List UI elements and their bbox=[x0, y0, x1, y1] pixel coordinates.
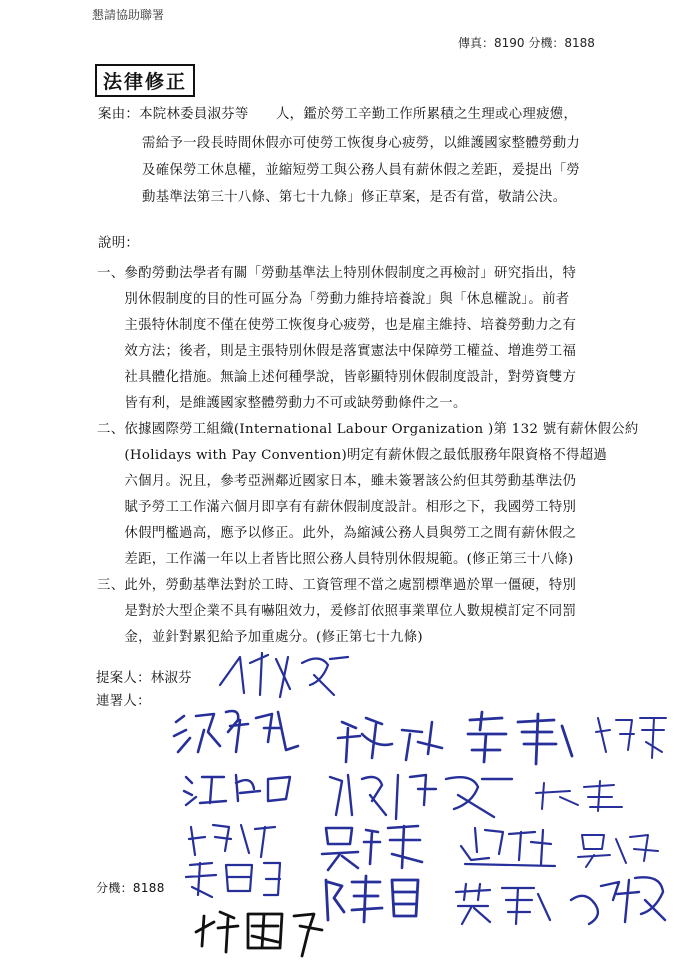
header-top-left: 懇請協助聯署 bbox=[92, 8, 165, 22]
document-title: 法律修正 bbox=[95, 64, 195, 97]
header-fax-extension: 傳真：8190 分機：8188 bbox=[458, 36, 595, 50]
motion-line: 動基準法第三十八條、第七十九條」修正草案，是否有當，敬請公決。 bbox=[142, 190, 567, 205]
signature-4-icon bbox=[592, 708, 674, 762]
signature-5-icon bbox=[180, 765, 300, 811]
point-2-line: 休假門檻過高，應予以修正。此外，為縮減公務人員與勞工之間有薪休假之 bbox=[97, 526, 577, 541]
signature-1-icon bbox=[168, 702, 313, 758]
signature-proposer-icon bbox=[210, 645, 360, 705]
signature-3-icon bbox=[462, 706, 582, 766]
motion-line: 案由：本院林委員淑芬等 人，鑑於勞工辛勤工作所累積之生理或心理疲憊， bbox=[98, 107, 578, 122]
proposer-label: 提案人：林淑芬 bbox=[96, 671, 192, 686]
signature-12-icon bbox=[182, 855, 292, 901]
signature-15-icon bbox=[565, 870, 670, 930]
motion-line: 及確保勞工休息權，並縮短勞工與公務人員有薪休假之差距，爰提出「勞 bbox=[142, 163, 581, 178]
point-1-line: 效方法；後者，則是主張特別休假是落實憲法中保障勞工權益、增進勞工福 bbox=[97, 344, 577, 359]
point-2-line: 六個月。況且，參考亞洲鄰近國家日本，雖未簽署該公約但其勞動基準法仍 bbox=[97, 474, 577, 489]
point-1-line: 皆有利，是維護國家整體勞動力不可或缺勞動條件之一。 bbox=[97, 396, 467, 411]
point-1-line: 社具體化措施。無論上述何種學說，皆彰顯特別休假制度設計，對勞資雙方 bbox=[97, 370, 577, 385]
signature-7-icon bbox=[530, 775, 630, 815]
signature-2-icon bbox=[332, 708, 452, 768]
signature-9-icon bbox=[318, 818, 438, 872]
signature-14-icon bbox=[450, 880, 560, 926]
signature-6-icon bbox=[322, 765, 522, 825]
signature-10-icon bbox=[455, 820, 565, 870]
point-2-line: (Holidays with Pay Convention)明定有薪休假之最低服務年限資格不得超過 bbox=[97, 448, 608, 463]
point-2-line: 二、依據國際勞工組織(International Labour Organization )第 132 號有薪休假公約 bbox=[97, 422, 639, 437]
signature-13-icon bbox=[318, 872, 438, 924]
footer-extension: 分機：8188 bbox=[96, 881, 165, 895]
point-1-line: 別休假制度的目的性可區分為「勞動力維持培養說」與「休息權說」。前者 bbox=[97, 292, 570, 307]
cosigners-label: 連署人： bbox=[96, 694, 151, 709]
point-2-line: 賦予勞工工作滿六個月即享有有薪休假制度設計。相形之下，我國勞工特別 bbox=[97, 500, 577, 515]
point-3-line: 是對於大型企業不具有嚇阻效力，爰修訂依照事業單位人數規模訂定不同罰 bbox=[97, 604, 577, 619]
point-3-line: 金，並針對累犯給予加重處分。(修正第七十九條) bbox=[97, 630, 423, 645]
point-3-line: 三、此外，勞動基準法對於工時、工資管理不當之處罰標準過於單一僵硬，特別 bbox=[97, 578, 577, 593]
point-2-line: 差距，工作滿一年以上者皆比照公務人員特別休假規範。(修正第三十八條) bbox=[97, 552, 574, 567]
point-1-line: 主張特休制度不僅在使勞工恢復身心疲勞，也是雇主維持、培養勞動力之有 bbox=[97, 318, 577, 333]
signature-16-icon bbox=[190, 902, 330, 958]
explanation-label: 說明： bbox=[98, 236, 140, 251]
motion-line: 需給予一段長時間休假亦可使勞工恢復身心疲勞，以維護國家整體勞動力 bbox=[142, 136, 581, 151]
point-1-line: 一、參酌勞動法學者有關「勞動基準法上特別休假制度之再檢討」研究指出，特 bbox=[97, 266, 577, 281]
signature-11-icon bbox=[574, 825, 666, 869]
